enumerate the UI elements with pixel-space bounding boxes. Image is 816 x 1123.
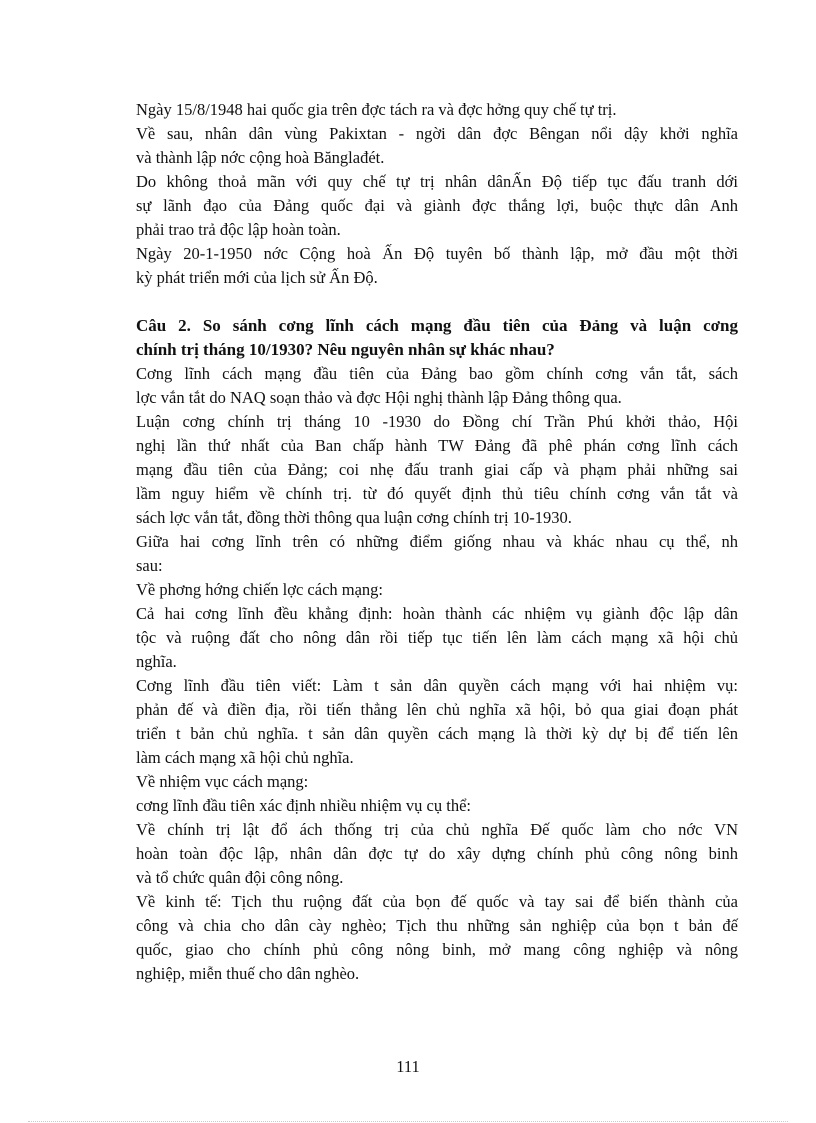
text-line: Cơng lĩnh đầu tiên viết: Làm t sản dân quyền cách mạng với hai nhiệm vụ:: [136, 676, 738, 695]
text-line: hoàn toàn độc lập, nhân dân đợc tự do xây dựng chính phủ công nông binh: [136, 844, 738, 863]
text-line: tộc và ruộng đất cho nông dân rồi tiếp tục tiến lên làm cách mạng xã hội chủ: [136, 628, 738, 647]
page-number: 111: [396, 1057, 420, 1076]
text-line: cơng lĩnh đầu tiên xác định nhiều nhiệm vụ cụ thể:: [136, 796, 471, 815]
text-line: và tổ chức quân đội công nông.: [136, 868, 344, 887]
text-line: phản đế và điền địa, rồi tiến thẳng lên chủ nghĩa xã hội, bỏ qua giai đoạn phát: [136, 700, 738, 719]
text-line: nghị lần thứ nhất của Ban chấp hành TW Đảng đã phê phán cơng lĩnh cách: [136, 436, 738, 455]
text-line: sau:: [136, 556, 163, 575]
text-line: mạng đầu tiên của Đảng; coi nhẹ đấu tranh giai cấp và phạm phải những sai: [136, 460, 738, 479]
text-line: triển t bản chủ nghĩa. t sản dân quyền cách mạng là thời kỳ dự bị để tiến lên: [136, 724, 738, 743]
text-line: nghĩa.: [136, 652, 177, 671]
page-divider: [28, 1121, 788, 1122]
text-line: Luận cơng chính trị tháng 10 -1930 do Đồng chí Trần Phú khởi thảo, Hội: [136, 412, 738, 431]
text-line: và thành lập nớc cộng hoà Bănglađét.: [136, 148, 385, 167]
text-line: sự lãnh đạo của Đảng quốc đại và giành đợc thắng lợi, buộc thực dân Anh: [136, 196, 738, 215]
text-line: làm cách mạng xã hội chủ nghĩa.: [136, 748, 354, 767]
text-line: nghiệp, miễn thuế cho dân nghèo.: [136, 964, 360, 983]
text-line: Về phơng hớng chiến lợc cách mạng:: [136, 580, 384, 599]
text-line: Ngày 15/8/1948 hai quốc gia trên đợc tách ra và đợc hởng quy chế tự trị.: [136, 100, 617, 119]
question-heading-line: Câu 2. So sánh cơng lĩnh cách mạng đầu tiên của Đảng và luận cơng: [136, 316, 738, 335]
question-heading-line: chính trị tháng 10/1930? Nêu nguyên nhân sự khác nhau?: [136, 340, 555, 359]
paragraph-gap: [136, 290, 738, 314]
text-line: Giữa hai cơng lĩnh trên có những điểm giống nhau và khác nhau cụ thể, nh: [136, 532, 738, 551]
text-line: Về kinh tế: Tịch thu ruộng đất của bọn đế quốc và tay sai để biến thành của: [136, 892, 738, 911]
text-line: Về chính trị lật đổ ách thống trị của chủ nghĩa Đế quốc làm cho nớc VN: [136, 820, 738, 839]
text-line: công và chia cho dân cày nghèo; Tịch thu những sản nghiệp của bọn t bản đế: [136, 916, 738, 935]
text-line: lầm nguy hiểm về chính trị. từ đó quyết định thủ tiêu chính cơng vắn tắt và: [136, 484, 738, 503]
text-line: kỳ phát triển mới của lịch sử Ấn Độ.: [136, 268, 378, 287]
text-line: Về sau, nhân dân vùng Pakixtan - ngời dân đợc Bêngan nổi dậy khởi nghĩa: [136, 124, 738, 143]
text-line: lợc vắn tắt do NAQ soạn thảo và đợc Hội nghị thành lập Đảng thông qua.: [136, 388, 622, 407]
text-line: Cơng lĩnh cách mạng đầu tiên của Đảng bao gồm chính cơng vắn tắt, sách: [136, 364, 738, 383]
text-line: phải trao trả độc lập hoàn toàn.: [136, 220, 341, 239]
text-line: Cả hai cơng lĩnh đều khẳng định: hoàn thành các nhiệm vụ giành độc lập dân: [136, 604, 738, 623]
text-line: Ngày 20-1-1950 nớc Cộng hoà Ấn Độ tuyên bố thành lập, mở đầu một thời: [136, 244, 738, 263]
text-line: quốc, giao cho chính phủ công nông binh, mở mang công nghiệp và nông: [136, 940, 738, 959]
text-line: sách lợc vắn tắt, đồng thời thông qua luận cơng chính trị 10-1930.: [136, 508, 572, 527]
page-body: [136, 98, 738, 986]
text-line: Về nhiệm vục cách mạng:: [136, 772, 309, 791]
text-line: Do không thoả mãn với quy chế tự trị nhân dânẤn Độ tiếp tục đấu tranh dới: [136, 172, 738, 191]
